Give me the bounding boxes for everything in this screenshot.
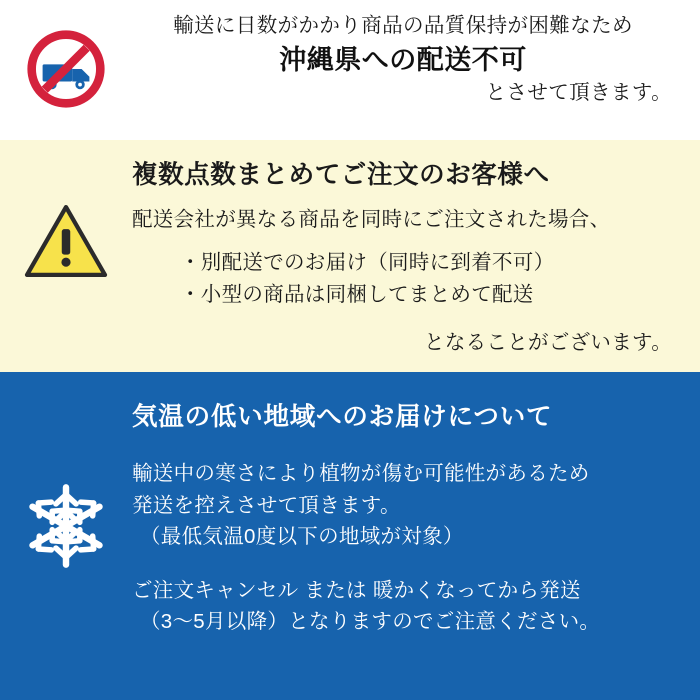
cold-region-icon-column bbox=[0, 372, 132, 572]
multiple-items-bullet-list bbox=[132, 247, 674, 311]
cold-region-spacer bbox=[132, 553, 674, 575]
no-truck-icon bbox=[27, 30, 105, 108]
okinawa-icon-column bbox=[0, 0, 132, 108]
cold-region-title: 気温の低い地域へのお届けについて bbox=[132, 403, 553, 431]
okinawa-headline: 沖縄県への配送不可 bbox=[279, 44, 527, 75]
okinawa-line-3: とさせて頂きます。 bbox=[485, 81, 672, 105]
multiple-items-notice-section bbox=[0, 140, 700, 372]
okinawa-text-column bbox=[132, 0, 700, 107]
cold-region-paragraph-1-line-2: 発送を控えさせて頂きます。 bbox=[132, 494, 401, 518]
multiple-items-tail: となることがございます。 bbox=[424, 330, 672, 354]
cold-region-notice-section bbox=[0, 372, 700, 700]
multiple-items-icon-column bbox=[0, 140, 132, 280]
okinawa-notice-section bbox=[0, 0, 700, 140]
cold-region-paragraph-2: ご注文キャンセル または 暖かくなってから発送 bbox=[132, 578, 581, 602]
cold-region-text-column bbox=[132, 372, 700, 638]
multiple-items-lead: 配送会社が異なる商品を同時にご注文された場合、 bbox=[132, 208, 611, 232]
cold-region-paragraph-3: （3〜5月以降）となりますのでご注意ください。 bbox=[140, 610, 601, 634]
list-item: ・小型の商品は同梱してまとめて配送 bbox=[180, 282, 534, 306]
multiple-items-text-column bbox=[132, 140, 700, 355]
warning-triangle-icon bbox=[23, 202, 109, 280]
list-item: ・別配送でのお届け（同時に到着不可） bbox=[180, 251, 555, 275]
multiple-items-title: 複数点数まとめてご注文のお客様へ bbox=[132, 161, 550, 189]
snowflake-icon bbox=[20, 480, 112, 572]
cold-region-note: （最低気温0度以下の地域が対象） bbox=[140, 524, 464, 548]
okinawa-line-1: 輸送に日数がかかり商品の品質保持が困難なため bbox=[173, 14, 633, 37]
cold-region-paragraph-1-line-1: 輸送中の寒さにより植物が傷む可能性があるため bbox=[132, 462, 590, 486]
